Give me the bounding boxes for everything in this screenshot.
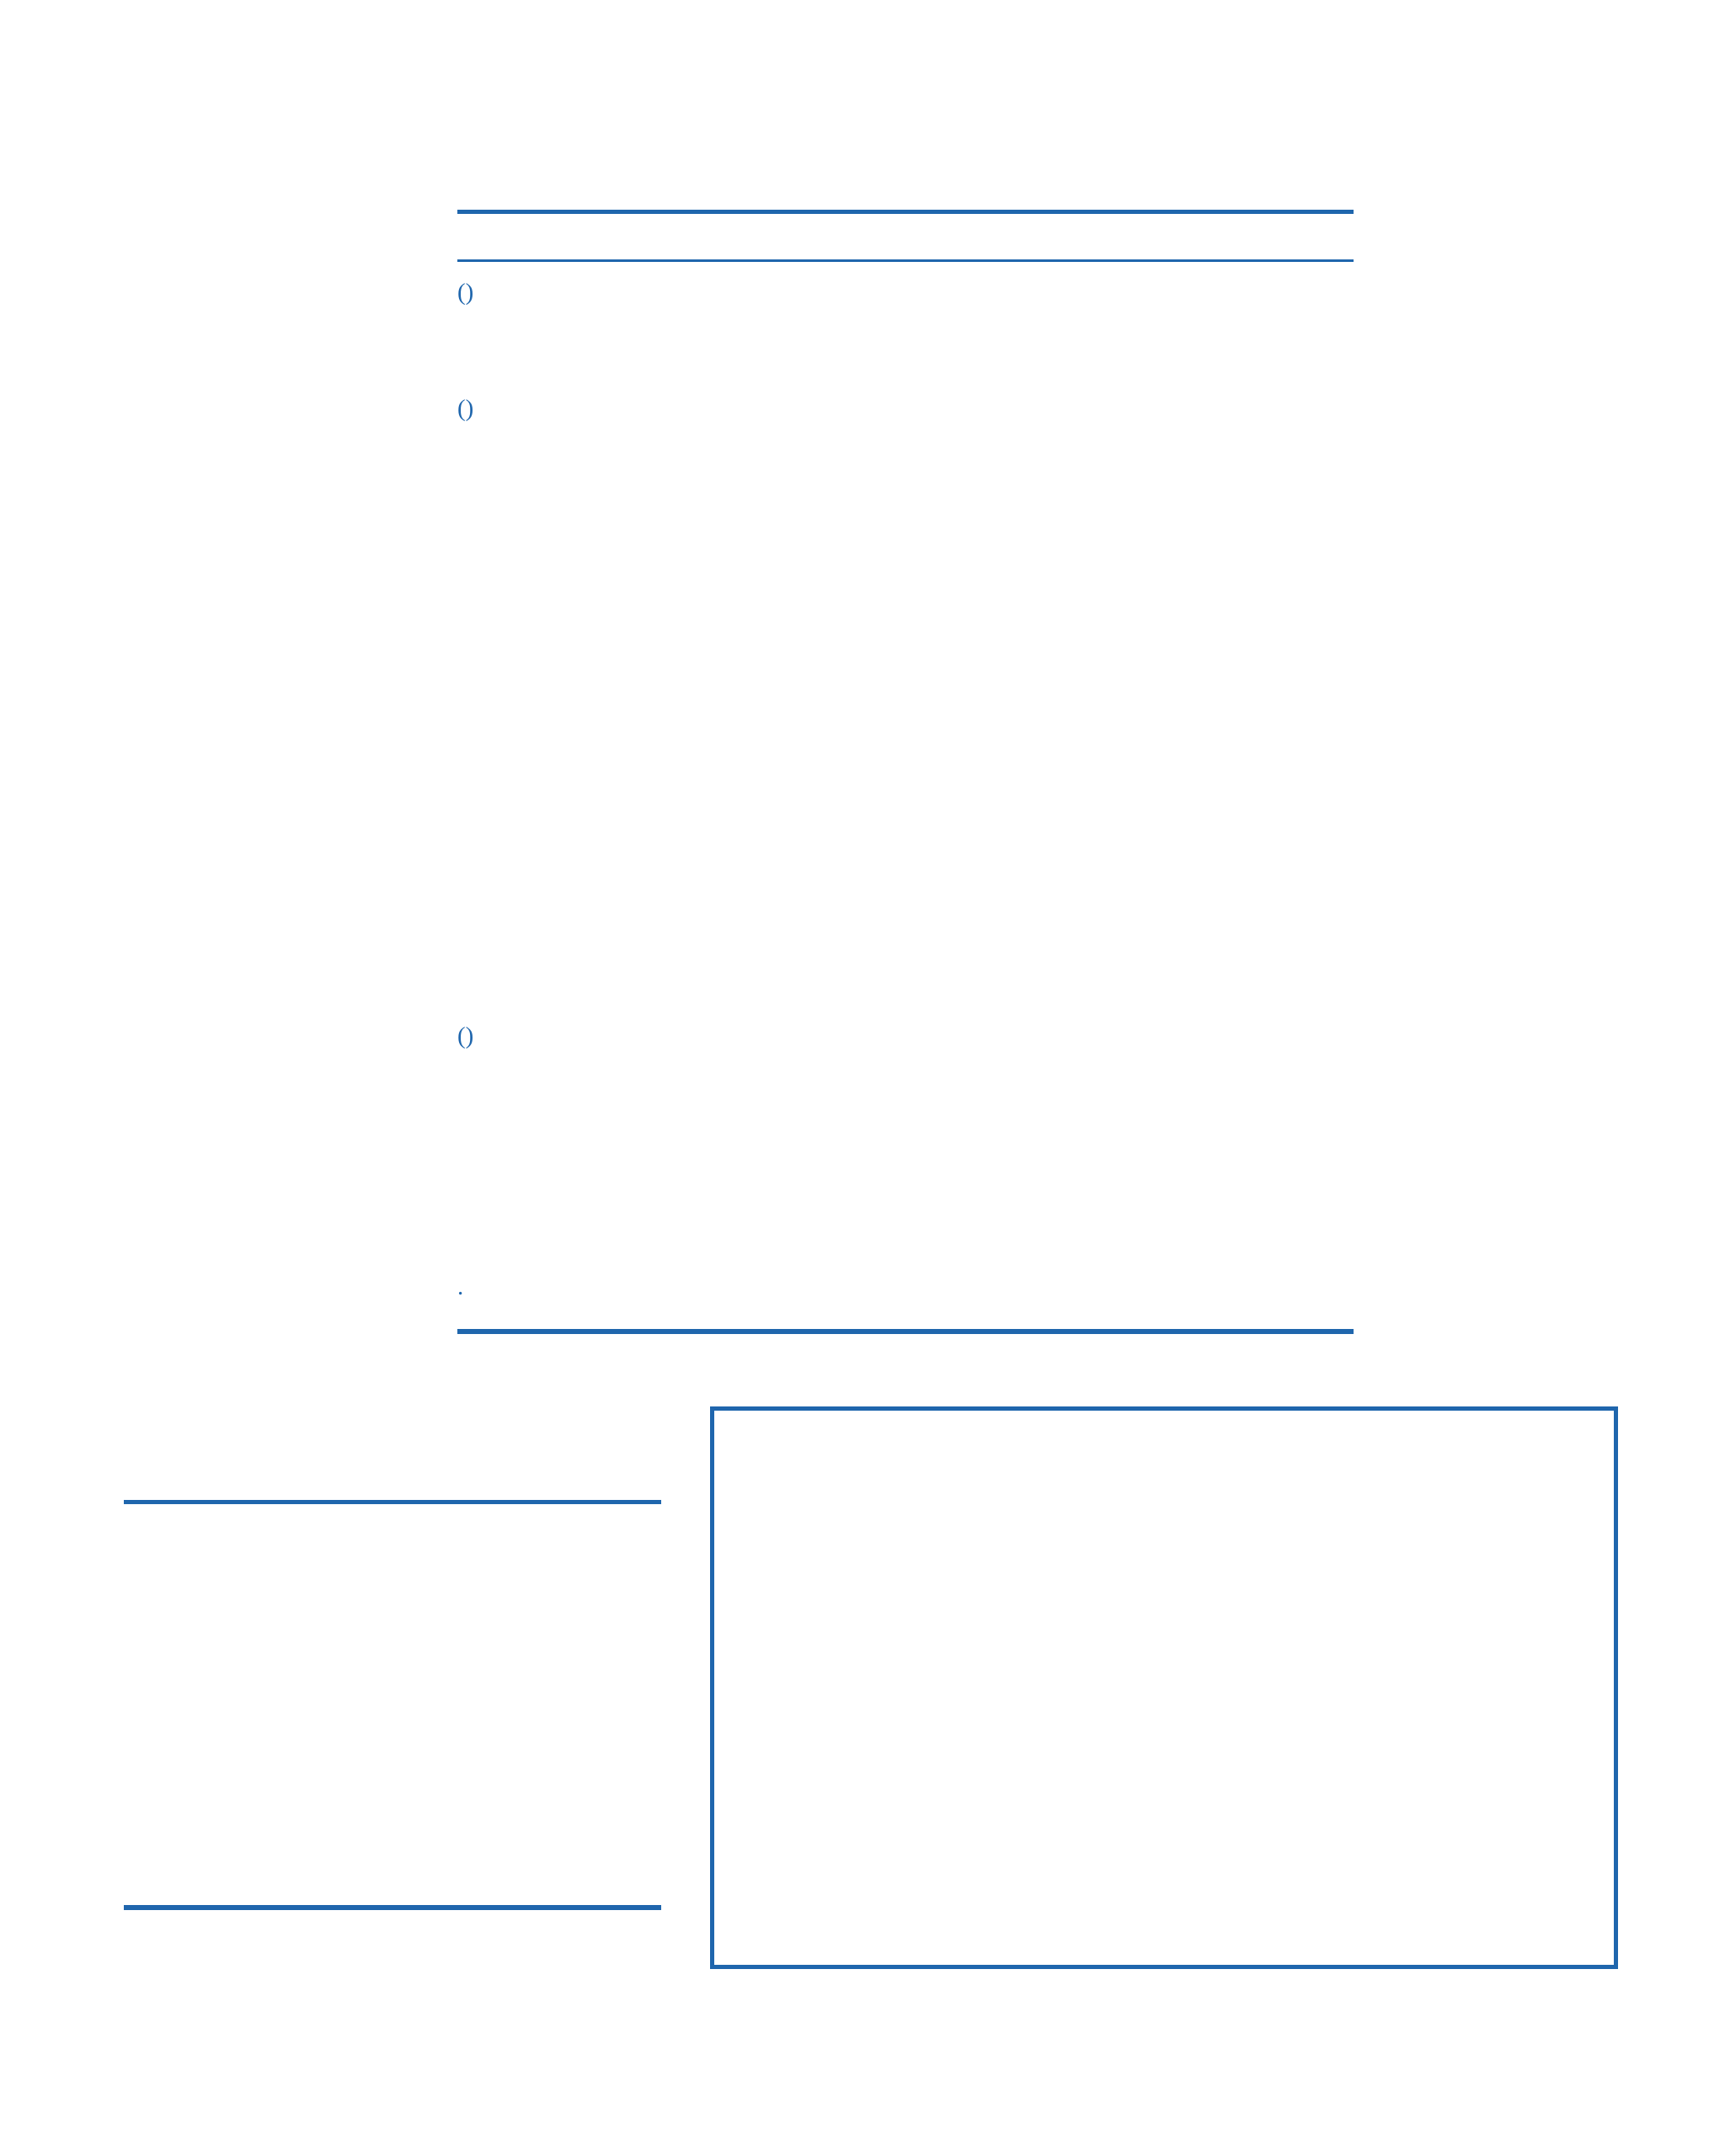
- section-base-label: (): [457, 279, 474, 306]
- footnote: .: [457, 1273, 464, 1300]
- bottom-rule: [457, 1329, 1354, 1334]
- header-rule: [457, 259, 1354, 262]
- section-supplementary-label: (): [457, 1022, 474, 1049]
- top-rule: [457, 210, 1354, 214]
- prefixes-top-rule: [124, 1500, 661, 1504]
- prefixes-bottom-rule: [124, 1905, 661, 1910]
- rules-box: [710, 1406, 1618, 1969]
- section-derived-label: (): [457, 395, 474, 422]
